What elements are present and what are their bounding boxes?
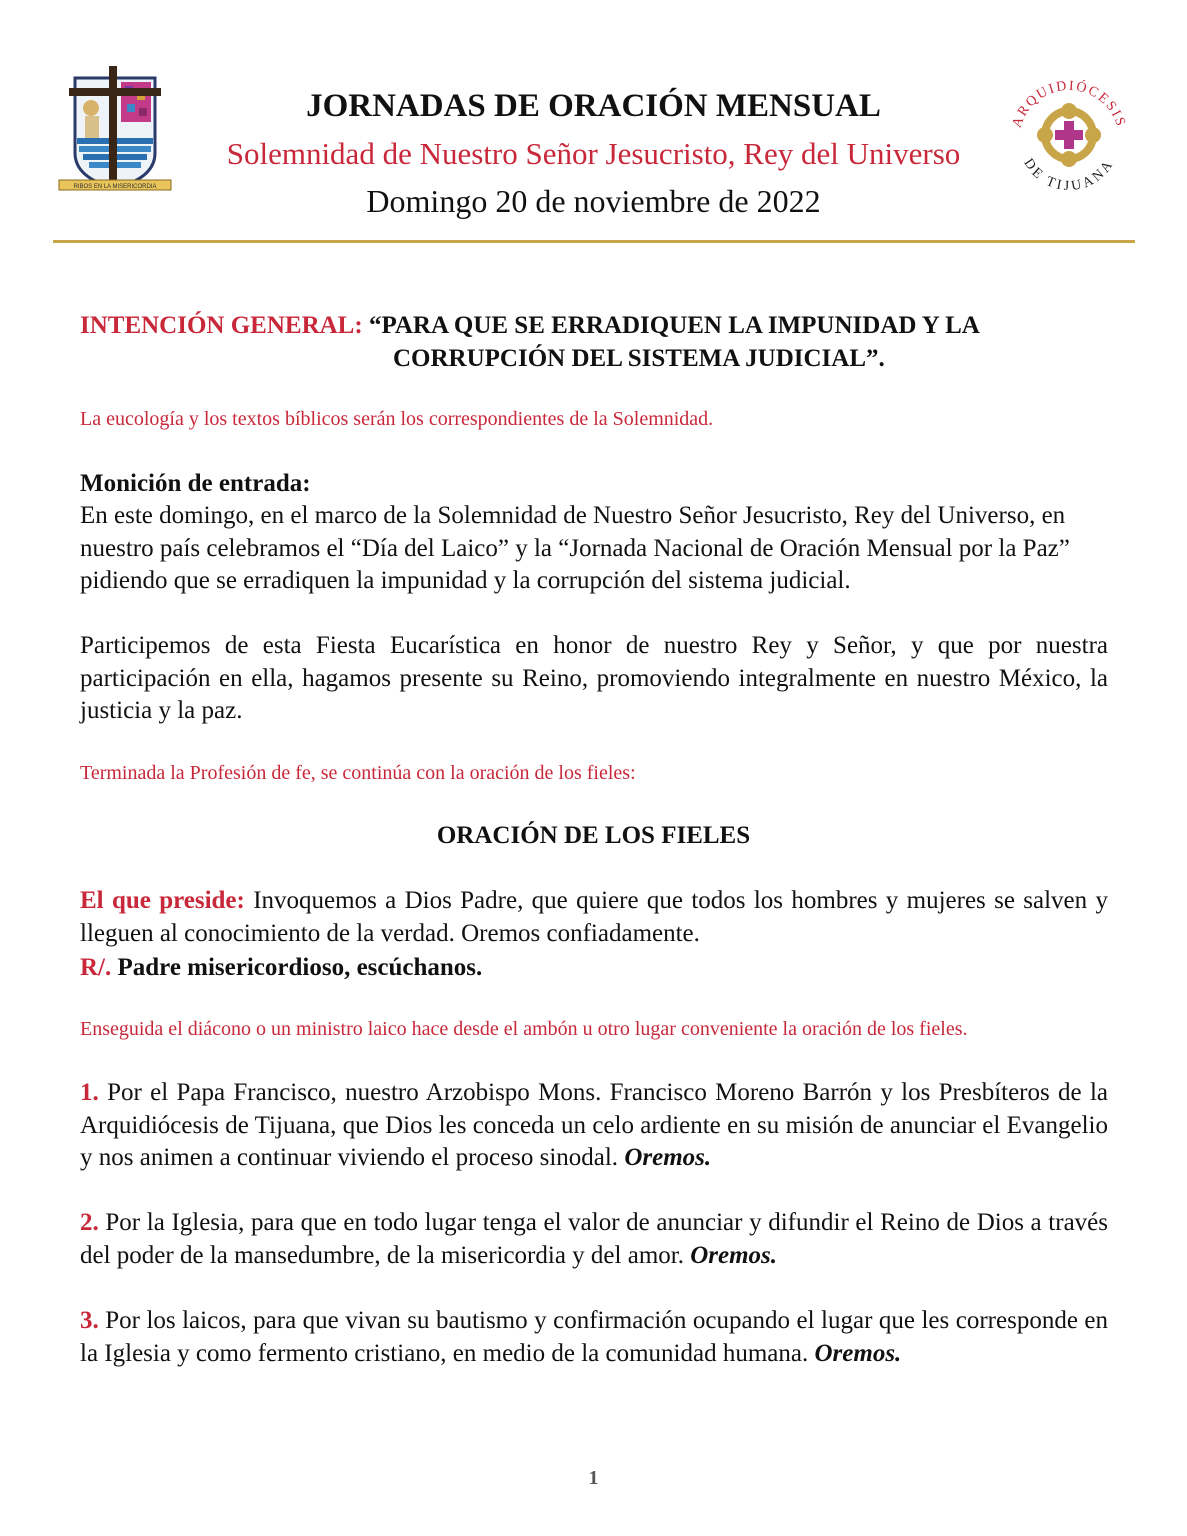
rubric-profesion: Terminada la Profesión de fe, se continúa con la oración de los fieles:	[80, 762, 636, 784]
rubric-eucologia: La eucología y los textos bíblicos serán los correspondientes de la Solemnidad.	[80, 408, 714, 430]
preside-label: El que preside:	[80, 887, 245, 914]
intention-label: INTENCIÓN GENERAL:	[80, 312, 363, 339]
shield-motto: RIBOS EN LA MISERICORDIA	[73, 184, 157, 190]
intention-line-1: “PARA QUE SE ERRADIQUEN LA IMPUNIDAD Y LA	[368, 312, 980, 339]
general-intention	[80, 309, 1110, 375]
preside-invocation	[80, 885, 1108, 950]
response-text: Padre misericordioso, escúchanos.	[111, 954, 483, 981]
parish-shield-logo	[55, 58, 175, 198]
petition-text: Por el Papa Francisco, nuestro Arzobispo Mons. Francisco Moreno Barrón y los Presbíteros de la Arquidiócesis de Tijuana, que Dios les conceda un celo ardiente en su misión de anunciar el Evangelio y nos animen a continuar viviendo el proceso sinodal.	[80, 1079, 1108, 1171]
response-label: R/.	[80, 954, 112, 981]
intention-line-2: CORRUPCIÓN DEL SISTEMA JUDICIAL”.	[393, 345, 885, 372]
petition-number: 3.	[80, 1307, 99, 1334]
page-number: 1	[588, 1467, 599, 1489]
petition-number: 1.	[80, 1079, 99, 1106]
monicion-paragraph-2: Participemos de esta Fiesta Eucarística en honor de nuestro Rey y Señor, y que por nuestra participación en ella, hagamos presente su Reino, promoviendo integralmente en nuestro México, la justicia y la paz.	[80, 632, 1108, 724]
monicion-heading: Monición de entrada:	[80, 470, 311, 497]
response-line	[80, 952, 1108, 985]
petition-3	[80, 1305, 1108, 1370]
petition-close: Oremos.	[690, 1241, 778, 1269]
rubric-diacono: Enseguida el diácono o un ministro laico hace desde el ambón u otro lugar conveniente la oración de los fieles.	[80, 1018, 968, 1040]
petition-text: Por la Iglesia, para que en todo lugar tenga el valor de anunciar y difundir el Reino de Dios a través del poder de la mansedumbre, de la misericordia y del amor.	[80, 1209, 1108, 1269]
page-title: JORNADAS DE ORACIÓN MENSUAL	[306, 88, 881, 124]
petition-close: Oremos.	[624, 1144, 712, 1171]
petition-close: Oremos.	[814, 1339, 902, 1367]
petition-text: Por los laicos, para que vivan su bautismo y confirmación ocupando el lugar que les corresponde en la Iglesia y como fermento cristiano, en medio de la comunidad humana.	[80, 1307, 1108, 1367]
page-date: Domingo 20 de noviembre de 2022	[366, 183, 821, 219]
header-divider	[53, 240, 1135, 243]
svg-text:ARQUIDIÓCESIS: ARQUIDIÓCESIS	[1009, 78, 1129, 130]
oracion-heading: ORACIÓN DE LOS FIELES	[436, 822, 751, 849]
monicion-paragraph-1: En este domingo, en el marco de la Solemnidad de Nuestro Señor Jesucristo, Rey del Universo, en nuestro país celebramos el “Día del Laico” y la “Jornada Nacional de Oración Mensual por la Paz” pidiendo que se erradiquen la impunidad y la corrupción del sistema judicial.	[80, 502, 1070, 594]
petition-2	[80, 1207, 1108, 1272]
page-subtitle: Solemnidad de Nuestro Señor Jesucristo, Rey del Universo	[226, 136, 961, 171]
petition-1	[80, 1077, 1108, 1175]
petition-number: 2.	[80, 1209, 99, 1236]
svg-text:DE TIJUANA: DE TIJUANA	[1020, 156, 1118, 195]
preside-text: Invoquemos a Dios Padre, que quiere que todos los hombres y mujeres se salven y lleguen al conocimiento de la verdad. Oremos confiadamente.	[80, 887, 1108, 947]
